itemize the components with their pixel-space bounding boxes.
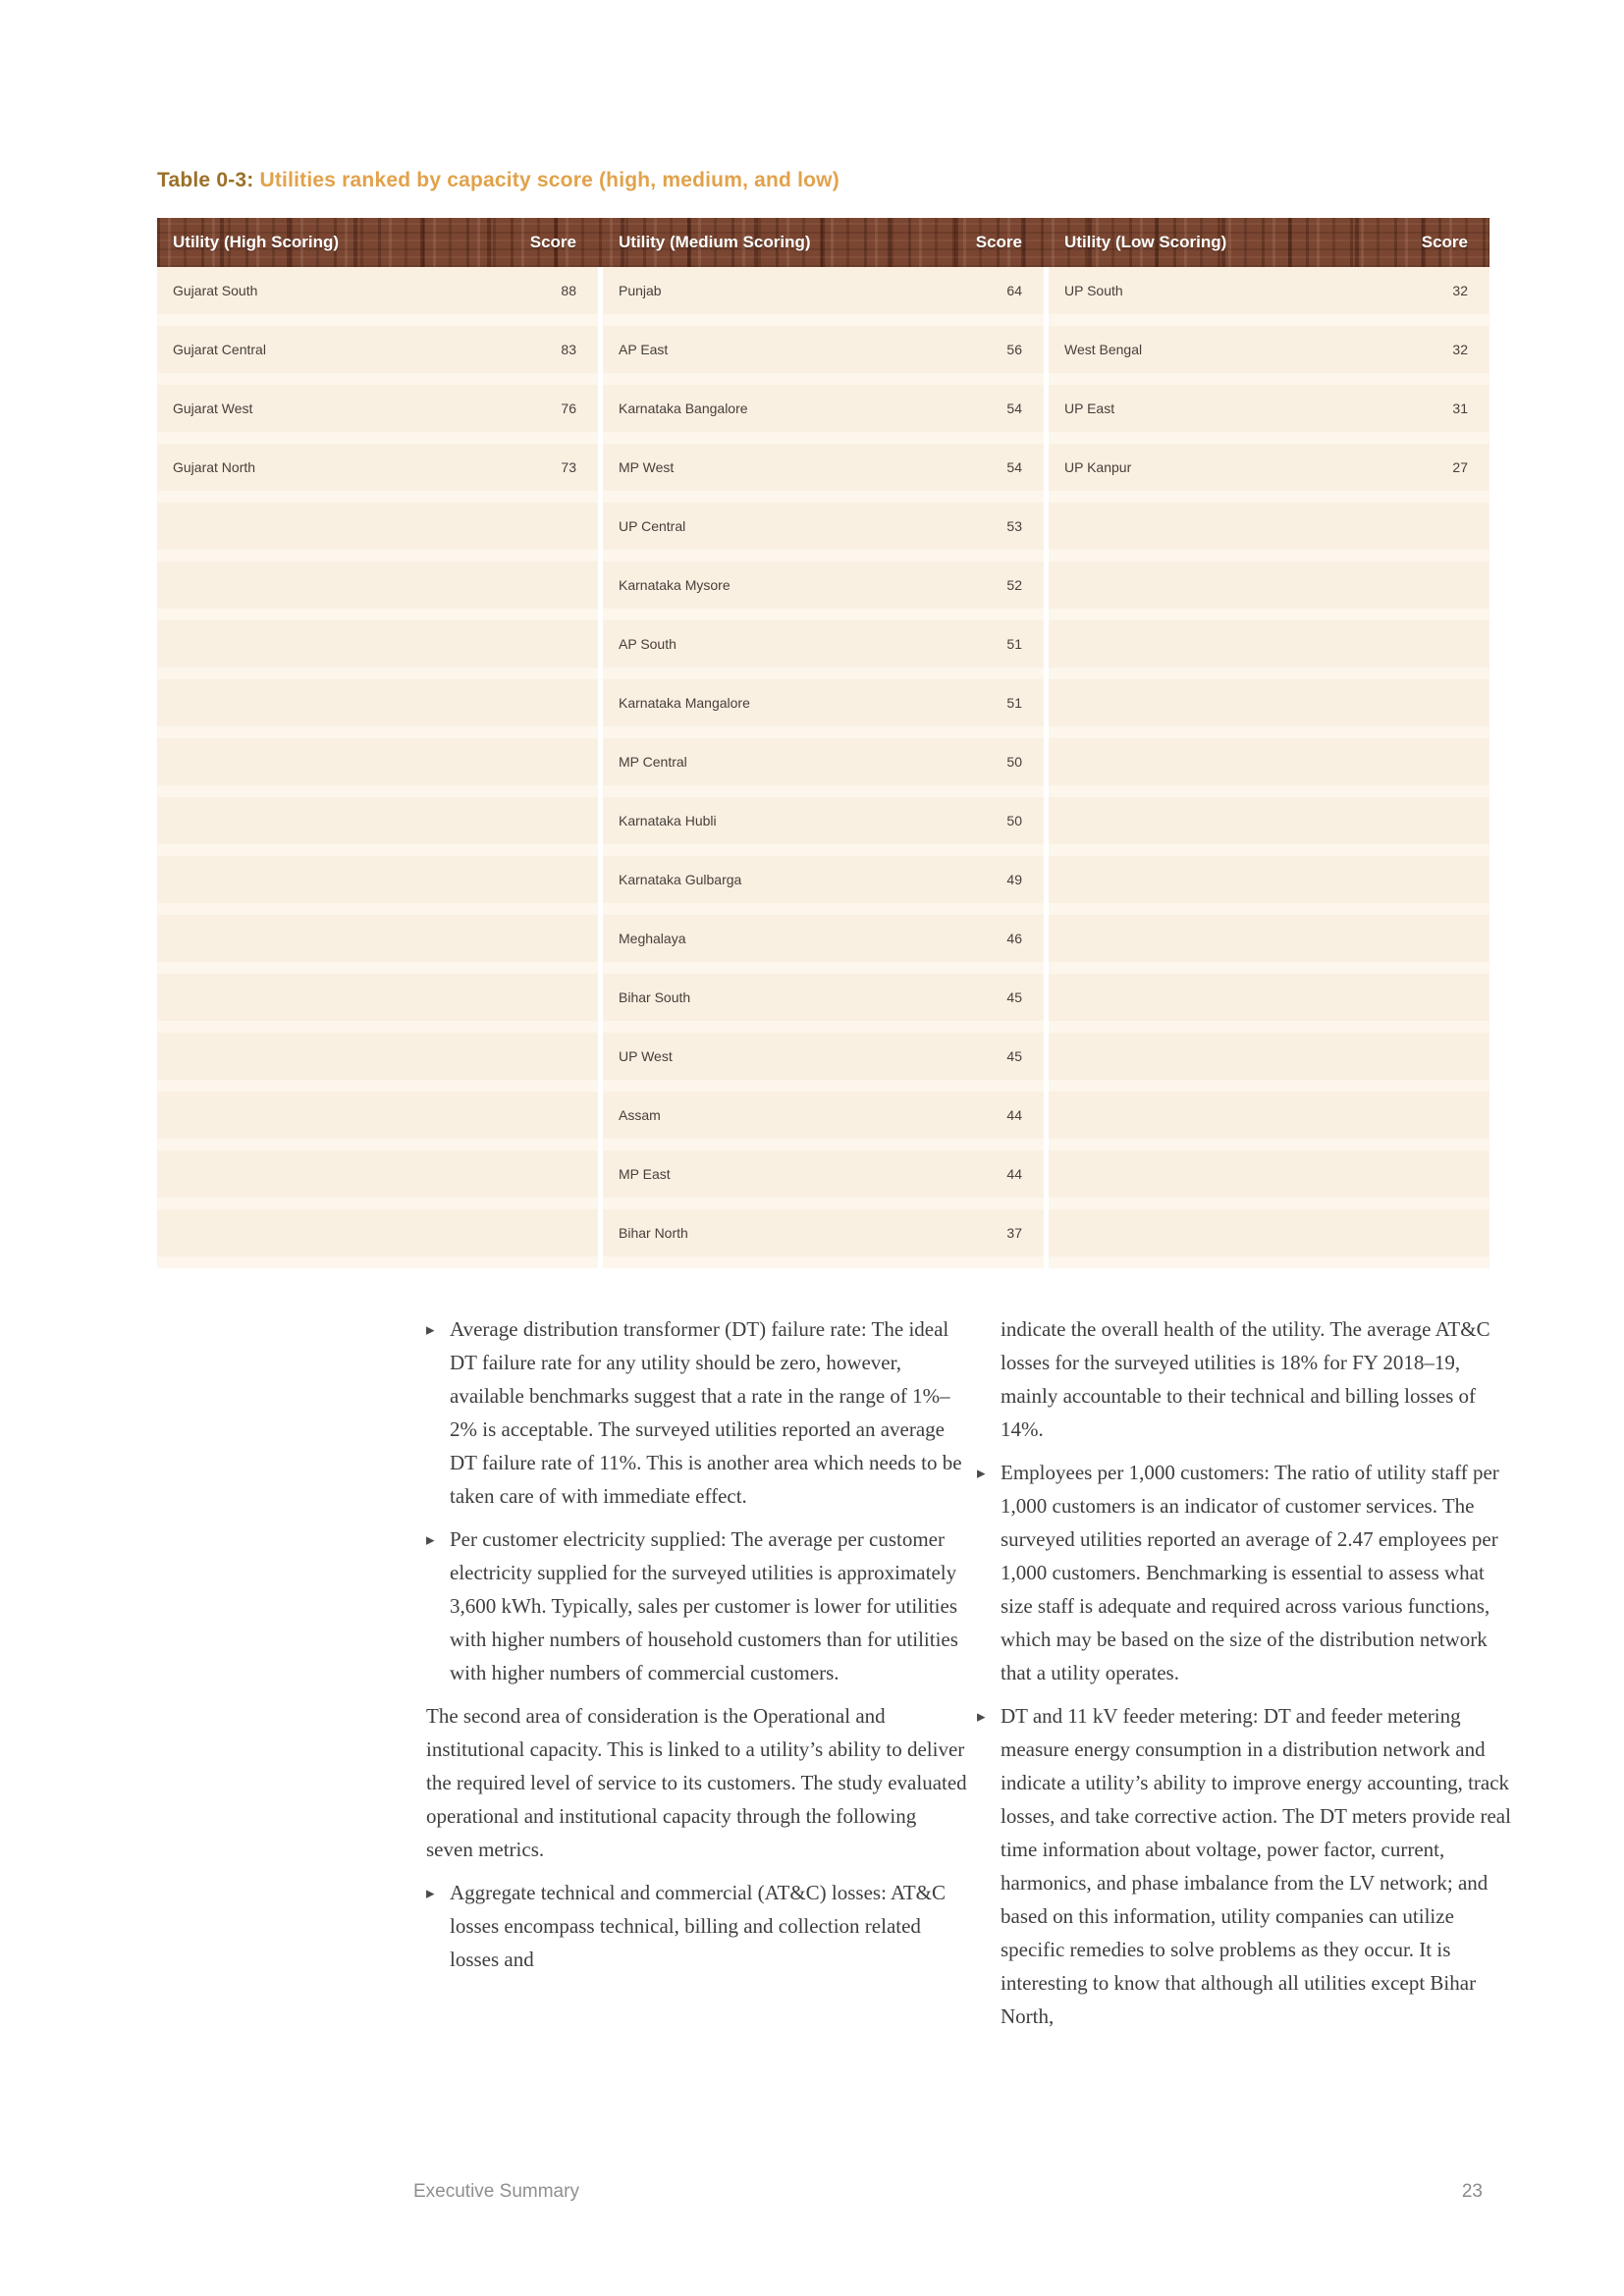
- table-group-medium: [603, 267, 1044, 1268]
- bullet-text: DT and 11 kV feeder metering: DT and feeder metering measure energy consumption in a distribution network and indicate a utility’s ability to improve energy accounting, track losses, and take corrective action. The DT meters provide real time information about voltage, power factor, current, harmonics, and phase imbalance from the LV network; and based on this information, utility companies can utilize specific remedies to solve problems as they occur. It is interesting to know that although all utilities except Bihar North,: [1001, 1704, 1511, 2028]
- bullet-icon: ▸: [426, 1884, 435, 1903]
- score-cell: 52: [1006, 577, 1022, 593]
- table-row-empty: [1049, 915, 1489, 974]
- table-row: [603, 444, 1044, 503]
- table-row: [603, 326, 1044, 385]
- score-cell: 64: [1006, 283, 1022, 298]
- table-row: [157, 444, 598, 503]
- table-row: [603, 1209, 1044, 1268]
- table-row-empty: [157, 738, 598, 797]
- table-row: [603, 1150, 1044, 1209]
- score-cell: 45: [1006, 1048, 1022, 1064]
- table-row-empty: [157, 974, 598, 1033]
- score-cell: 76: [561, 400, 576, 416]
- bullet-item: [977, 1456, 1519, 1689]
- utility-cell: Assam: [619, 1107, 661, 1123]
- table-row-empty: [1049, 738, 1489, 797]
- table-row-empty: [157, 915, 598, 974]
- utility-cell: West Bengal: [1064, 342, 1143, 357]
- column-header-score-low: Score: [1421, 233, 1468, 251]
- utility-cell: Gujarat South: [173, 283, 258, 298]
- table-row-empty: [157, 679, 598, 738]
- table-row: [603, 1033, 1044, 1092]
- bullet-icon: ▸: [977, 1464, 986, 1483]
- table-row: [157, 267, 598, 326]
- table-row-empty: [157, 620, 598, 679]
- utility-cell: Gujarat Central: [173, 342, 266, 357]
- table-caption-label: Table 0-3:: [157, 169, 254, 191]
- score-cell: 45: [1006, 989, 1022, 1005]
- score-cell: 54: [1006, 400, 1022, 416]
- utility-cell: UP South: [1064, 283, 1123, 298]
- table-row-empty: [1049, 974, 1489, 1033]
- column-header-score-high: Score: [529, 233, 576, 251]
- table-group-high: [157, 267, 598, 1268]
- table-row-empty: [157, 797, 598, 856]
- score-cell: 51: [1006, 636, 1022, 652]
- table-row-empty: [1049, 503, 1489, 561]
- table-row-empty: [1049, 1033, 1489, 1092]
- utility-cell: UP Kanpur: [1064, 459, 1132, 475]
- utility-cell: Karnataka Gulbarga: [619, 872, 742, 887]
- header-group-low: [1049, 218, 1489, 267]
- utility-cell: Gujarat North: [173, 459, 256, 475]
- table-row: [603, 738, 1044, 797]
- table-row-empty: [1049, 620, 1489, 679]
- table-row: [1049, 444, 1489, 503]
- score-cell: 51: [1006, 695, 1022, 711]
- bullet-icon: ▸: [977, 1707, 986, 1727]
- utility-cell: Gujarat West: [173, 400, 253, 416]
- table-row-empty: [1049, 1092, 1489, 1150]
- table-caption: [157, 169, 1492, 192]
- utility-cell: AP South: [619, 636, 677, 652]
- table-row-empty: [157, 503, 598, 561]
- bullet-text: Aggregate technical and commercial (AT&C) losses: AT&C losses encompass technical, billing and collection related losses and: [450, 1881, 947, 1971]
- column-header-utility-low: Utility (Low Scoring): [1064, 233, 1227, 251]
- body-right-col: [977, 1312, 1519, 2043]
- capacity-score-table: [157, 218, 1489, 1268]
- table-body: [157, 267, 1489, 1268]
- bullet-icon: ▸: [426, 1530, 435, 1550]
- score-cell: 32: [1452, 283, 1468, 298]
- table-row: [603, 856, 1044, 915]
- score-cell: 83: [561, 342, 576, 357]
- header-group-medium: [603, 218, 1044, 267]
- utility-cell: Karnataka Hubli: [619, 813, 717, 828]
- score-cell: 56: [1006, 342, 1022, 357]
- table-row-empty: [1049, 561, 1489, 620]
- score-cell: 53: [1006, 518, 1022, 534]
- score-cell: 32: [1452, 342, 1468, 357]
- score-cell: 44: [1006, 1107, 1022, 1123]
- score-cell: 50: [1006, 754, 1022, 770]
- table-row: [603, 679, 1044, 738]
- header-group-high: [157, 218, 598, 267]
- utility-cell: MP Central: [619, 754, 687, 770]
- score-cell: 49: [1006, 872, 1022, 887]
- table-row-empty: [1049, 797, 1489, 856]
- score-cell: 54: [1006, 459, 1022, 475]
- table-row-empty: [157, 1033, 598, 1092]
- bullet-item: [977, 1699, 1519, 2033]
- utility-cell: Punjab: [619, 283, 662, 298]
- body-left-col: [426, 1312, 968, 1986]
- score-cell: 37: [1006, 1225, 1022, 1241]
- utility-cell: UP East: [1064, 400, 1115, 416]
- table-row-empty: [1049, 856, 1489, 915]
- table-row: [603, 915, 1044, 974]
- table-row: [1049, 326, 1489, 385]
- table-row: [603, 385, 1044, 444]
- score-cell: 50: [1006, 813, 1022, 828]
- column-header-utility-high: Utility (High Scoring): [173, 233, 340, 251]
- table-row-empty: [157, 561, 598, 620]
- bullet-icon: ▸: [426, 1320, 435, 1340]
- utility-cell: Bihar North: [619, 1225, 688, 1241]
- column-header-score-medium: Score: [975, 233, 1022, 251]
- score-cell: 73: [561, 459, 576, 475]
- bullet-text: Employees per 1,000 customers: The ratio of utility staff per 1,000 customers is an indicator of customer services. The surveyed utilities reported an average of 2.47 employees per 1,000 customers. Benchmarking is essential to assess what size staff is adequate and required across various functions, which may be based on the size of the distribution network that a utility operates.: [1001, 1461, 1499, 1684]
- bullet-item: [426, 1876, 968, 1976]
- table-row: [603, 797, 1044, 856]
- table-row: [603, 503, 1044, 561]
- utility-cell: UP West: [619, 1048, 673, 1064]
- table-row-empty: [1049, 679, 1489, 738]
- table-caption-text: Utilities ranked by capacity score (high, medium, and low): [253, 169, 839, 191]
- bullet-item: [426, 1312, 968, 1513]
- table-row: [603, 267, 1044, 326]
- paragraph: The second area of consideration is the Operational and institutional capacity. This is linked to a utility’s ability to deliver the required level of service to its customers. The study evaluated operational and institutional capacity through the following seven metrics.: [426, 1704, 967, 1861]
- utility-cell: MP East: [619, 1166, 671, 1182]
- table-row: [157, 385, 598, 444]
- table-header-row: [157, 218, 1489, 267]
- footer-section-title: Executive Summary: [413, 2181, 579, 2202]
- utility-cell: Karnataka Bangalore: [619, 400, 748, 416]
- utility-cell: Meghalaya: [619, 931, 686, 946]
- score-cell: 27: [1452, 459, 1468, 475]
- table-row: [157, 326, 598, 385]
- table-row: [603, 620, 1044, 679]
- table-row-empty: [157, 1209, 598, 1268]
- score-cell: 88: [561, 283, 576, 298]
- utility-cell: Bihar South: [619, 989, 691, 1005]
- score-cell: 31: [1452, 400, 1468, 416]
- footer-page-number: 23: [1461, 2181, 1483, 2202]
- table-row-empty: [157, 1092, 598, 1150]
- table-row: [1049, 267, 1489, 326]
- utility-cell: Karnataka Mysore: [619, 577, 731, 593]
- bullet-item: [426, 1522, 968, 1689]
- score-cell: 46: [1006, 931, 1022, 946]
- utility-cell: AP East: [619, 342, 669, 357]
- utility-cell: UP Central: [619, 518, 686, 534]
- utility-cell: Karnataka Mangalore: [619, 695, 750, 711]
- table-row-empty: [157, 856, 598, 915]
- table-row-empty: [157, 1150, 598, 1209]
- table-row-empty: [1049, 1150, 1489, 1209]
- table-row-empty: [1049, 1209, 1489, 1268]
- column-header-utility-medium: Utility (Medium Scoring): [619, 233, 811, 251]
- table-row: [603, 1092, 1044, 1150]
- utility-cell: MP West: [619, 459, 675, 475]
- table-row: [603, 974, 1044, 1033]
- score-cell: 44: [1006, 1166, 1022, 1182]
- table-row: [603, 561, 1044, 620]
- table-group-low: [1049, 267, 1489, 1268]
- table-row: [1049, 385, 1489, 444]
- paragraph: indicate the overall health of the utility. The average AT&C losses for the surveyed utilities is 18% for FY 2018–19, mainly accountable to their technical and billing losses of 14%.: [1001, 1317, 1490, 1441]
- bullet-text: Per customer electricity supplied: The average per customer electricity supplied for the surveyed utilities is approximately 3,600 kWh. Typically, sales per customer is lower for utilities with higher numbers of household customers than for utilities with higher numbers of commercial customers.: [450, 1527, 958, 1684]
- bullet-text: Average distribution transformer (DT) failure rate: The ideal DT failure rate for any utility should be zero, however, available benchmarks suggest that a rate in the range of 1%–2% is acceptable. The surveyed utilities reported an average DT failure rate of 11%. This is another area which needs to be taken care of with immediate effect.: [450, 1317, 962, 1508]
